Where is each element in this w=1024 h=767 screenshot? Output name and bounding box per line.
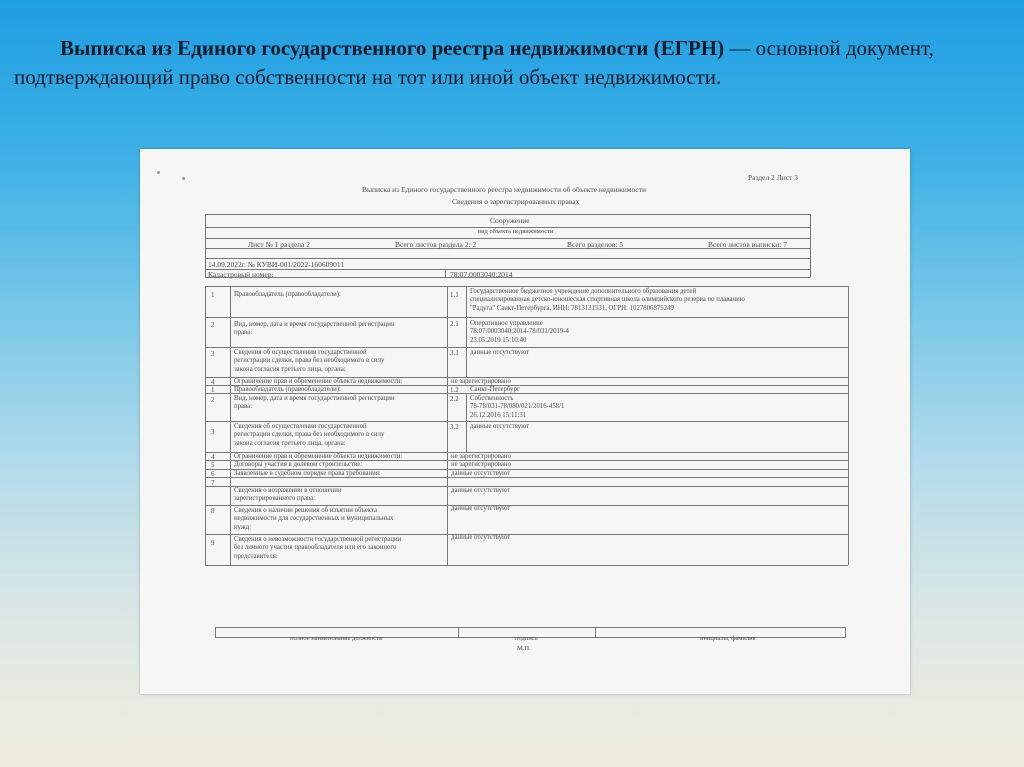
row-value: Собственность 78-78/031-78/080/021/2016-458/1 26.12.2016 15:11:31 [470, 395, 565, 419]
row-value: не зарегистрировано [451, 378, 511, 385]
sheets-total: Всего листов выписки: 7 [708, 240, 787, 249]
row-label: Вид, номер, дата и время государственной регистрации права: [234, 395, 395, 411]
row-label: Правообладатель (правообладатели): [234, 386, 341, 393]
row-label: Правообладатель (правообладатели): [234, 291, 341, 298]
sign-signature-caption: подпись [515, 635, 538, 642]
row-number: 7 [211, 479, 215, 487]
row-value: данные отсутствуют [451, 534, 511, 541]
row-subnumber: 2.2 [450, 395, 459, 403]
row-number: 4 [211, 378, 215, 386]
row-value: Государственное бюджетное учреждение дополнительного образования детей специализированная детско-юношеская спортивная школа олимпийского резерва по плаванию "Радуга" Санкт-Петербурга, ИНН: 7813131531, ОГРН: 1027806875249 [470, 288, 745, 312]
row-value: не зарегистрировано [451, 461, 511, 468]
row-value: Оперативное управление 78:07:0003040:2014-78/031/2019-4 23.05.2019 15:10:40 [470, 320, 569, 344]
row-value: данные отсутствуют [451, 487, 511, 494]
sheet-number: Лист № 1 раздела 2 [248, 240, 310, 249]
date-reference: 14.09.2022г. № КУВИ-001/2022-160609011 [208, 260, 345, 269]
heading-bold: Выписка из Единого государственного реестра недвижимости (ЕГРН) [60, 36, 725, 60]
row-value: Санкт-Петербург [470, 386, 520, 393]
row-subnumber: 1.2 [450, 386, 459, 394]
row-label: Ограничение прав и обременение объекта недвижимости: [234, 378, 403, 385]
cadastral-label: Кадастровый номер: [208, 270, 274, 279]
row-label: Сведения об осуществлении государственной регистрации сделки, права без необходимого в силу закона согласия третьего лица, органа: [234, 423, 385, 447]
row-number: 8 [211, 507, 215, 515]
row-value: данные отсутствуют [470, 349, 530, 356]
object-type: Сооружение [490, 216, 530, 225]
doc-title: Выписка из Единого государственного реестра недвижимости об объекте недвижимости [362, 185, 647, 194]
row-subnumber: 1.1 [450, 291, 459, 299]
sign-position-caption: полное наименование должности [290, 635, 383, 642]
row-label: Вид, номер, дата и время государственной регистрации права: [234, 321, 395, 337]
row-number: 6 [211, 470, 215, 478]
row-subnumber: 3.1 [450, 349, 459, 357]
row-number: 1 [211, 386, 215, 394]
egrn-extract-scan [140, 149, 910, 694]
row-label: Сведения о невозможности государственной регистрации без личного участия правообладателя или его законного представителя: [234, 536, 402, 560]
row-value: данные отсутствуют [470, 423, 530, 430]
row-label: Сведения об осуществлении государственной регистрации сделки, права без необходимого в силу закона согласия третьего лица, органа: [234, 349, 385, 373]
row-label: Заявленные в судебном порядке права требования: [234, 470, 381, 477]
row-number: 2 [211, 396, 215, 404]
row-label: Сведения о возражении в отношении зарегистрированного права: [234, 487, 342, 503]
scan-speck [182, 177, 185, 180]
section-ref: Раздел 2 Лист 3 [748, 173, 799, 182]
row-number: 2 [211, 321, 215, 329]
row-value: данные отсутствуют [451, 470, 511, 477]
row-subnumber: 3.2 [450, 423, 459, 431]
doc-subtitle: Сведения о зарегистрированных правах [452, 197, 580, 206]
sign-name-caption: инициалы, фамилия [700, 635, 756, 642]
stamp-mark: М.П. [517, 645, 531, 652]
row-subnumber: 2.1 [450, 320, 459, 328]
row-number: 9 [211, 539, 215, 547]
slide-heading [14, 34, 1014, 92]
row-number: 5 [211, 461, 215, 469]
row-label: Ограничение прав и обременение объекта недвижимости: [234, 453, 403, 460]
row-number: 3 [211, 350, 215, 358]
row-label: Сведения о наличии решения об изъятии объекта недвижимости для государственных и муниципальных нужд: [234, 507, 394, 531]
row-label: Договоры участия в долевом строительстве: [234, 461, 363, 468]
scan-speck [157, 171, 160, 174]
sections-total: Всего разделов: 5 [567, 240, 624, 249]
cadastral-number: 78:07:0003040:2014 [450, 270, 513, 279]
row-number: 1 [211, 291, 215, 299]
object-type-caption: вид объекта недвижимости [478, 228, 554, 235]
row-value: данные отсутствуют [451, 505, 511, 512]
heading-rest: — основной документ, подтверждающий право собственности на тот или иной объект недвижимости. [14, 36, 934, 89]
row-value: не зарегистрировано [451, 453, 511, 460]
sheets-in-section: Всего листов раздела 2: 2 [395, 240, 477, 249]
row-number: 4 [211, 453, 215, 461]
row-number: 3 [211, 428, 215, 436]
